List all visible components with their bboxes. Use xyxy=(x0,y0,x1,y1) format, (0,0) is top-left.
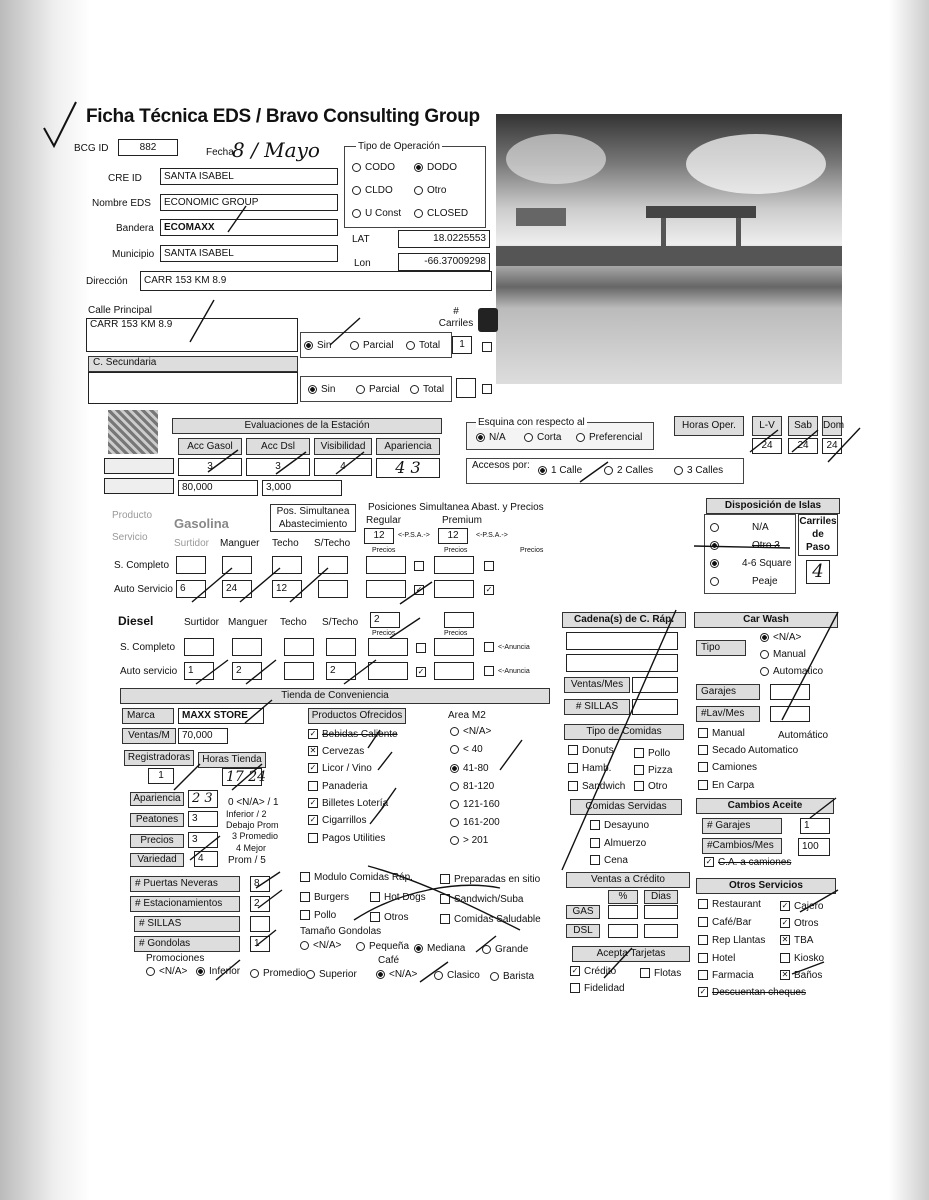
scale-3: Debajo Prom xyxy=(226,820,279,830)
chk-otros-serv[interactable]: ✓ Otros xyxy=(781,918,819,929)
chk-cigarrillos[interactable]: ✓ Cigarrillos xyxy=(309,815,367,826)
radio-cafe-clasico[interactable]: Clasico xyxy=(434,970,480,981)
radio-otro[interactable]: Otro xyxy=(414,185,446,196)
chk-pollo[interactable]: Pollo xyxy=(634,748,670,759)
gas-auto-techo[interactable]: 12 xyxy=(272,580,302,598)
credito-col-pct: % xyxy=(608,890,638,904)
direccion-label: Dirección xyxy=(86,276,128,287)
puertas-field[interactable]: 8 xyxy=(250,876,270,892)
chk-flotas[interactable]: Flotas xyxy=(640,968,681,979)
carriles-paso-value[interactable]: 4 xyxy=(806,560,830,584)
eval-header-acc-dsl: Acc Dsl xyxy=(246,438,310,455)
diesel-scompleto-surtidor[interactable] xyxy=(184,638,214,656)
estacionamientos-field[interactable]: 2 xyxy=(250,896,270,912)
radio-closed[interactable]: CLOSED xyxy=(414,208,468,219)
chk-hotel[interactable]: Hotel xyxy=(698,953,735,964)
page-title: Ficha Técnica EDS / Bravo Consulting Group xyxy=(86,106,480,127)
psa-regular: <-P.S.A.-> xyxy=(398,532,430,539)
ca-garajes-field[interactable]: 1 xyxy=(800,818,830,834)
disp-square-label: 4-6 Square xyxy=(742,558,792,569)
promociones-label: Promociones xyxy=(146,953,205,964)
diesel-scompleto-precio2[interactable] xyxy=(434,638,474,656)
radio-principal-sin[interactable]: Sin xyxy=(304,340,331,351)
eval-acc-dsl[interactable]: 3 xyxy=(246,458,310,476)
gas-col-surtidor: Surtidor xyxy=(174,538,210,549)
disp-na-label: N/A xyxy=(752,522,769,533)
eval-acc-gasol[interactable]: 3 xyxy=(178,458,242,476)
cadenas-sillas-label: # SILLAS xyxy=(564,699,630,715)
diesel-row-scompleto-label: S. Completo xyxy=(120,642,176,653)
radio-promo-inferior[interactable]: Inferior xyxy=(196,966,240,977)
tienda-title: Tienda de Conveniencia xyxy=(120,688,550,704)
tamano-gondolas-label: Tamaño Gondolas xyxy=(300,926,382,937)
chk-bebidas[interactable]: ✓ Bebidas Caliente xyxy=(309,729,398,740)
evaluaciones-title: Evaluaciones de la Estación xyxy=(172,418,442,434)
diesel-col-surtidor: Surtidor xyxy=(184,617,220,628)
gas-scompleto-chk-prem[interactable] xyxy=(484,561,494,571)
horas-lv-header: L-V xyxy=(752,416,782,436)
radio-cafe-na[interactable]: <N/A> xyxy=(376,969,417,980)
precios-tienda-label: Precios xyxy=(130,834,184,848)
marca-label: Marca xyxy=(122,708,174,724)
chk-pizza[interactable]: Pizza xyxy=(634,765,672,776)
precios-tienda-field[interactable]: 3 xyxy=(188,832,218,848)
chk-almuerzo[interactable]: Almuerzo xyxy=(590,838,646,849)
chk-pagos[interactable]: Pagos Utilities xyxy=(308,833,385,844)
diesel-auto-anuncio: <-Anuncia xyxy=(484,666,530,676)
diesel-auto-precio2[interactable] xyxy=(434,662,474,680)
estacionamientos-label: # Estacionamientos xyxy=(130,896,240,912)
diesel-scompleto-anuncio: <-Anuncia xyxy=(484,642,530,652)
diesel-scompleto-precio[interactable] xyxy=(368,638,408,656)
chk-cw-camiones[interactable]: Camiones xyxy=(698,762,757,773)
acepta-tarjetas-title: Acepta Tarjetas xyxy=(572,946,690,962)
lon-label: Lon xyxy=(354,258,371,269)
radio-area-41-80[interactable]: 41-80 xyxy=(450,763,489,774)
credito-gas-dias[interactable] xyxy=(644,905,678,919)
gas-scompleto-techo[interactable] xyxy=(272,556,302,574)
chk-hotdogs[interactable]: Hot Dogs xyxy=(370,892,426,903)
cw-lavmes-field[interactable] xyxy=(770,706,810,722)
peatones-field[interactable]: 3 xyxy=(188,811,218,827)
cw-lavmes-label: #Lav/Mes xyxy=(696,706,760,722)
chk-banos[interactable]: ✕ Baños xyxy=(781,970,823,981)
chk-cw-secado[interactable]: Secado Automatico xyxy=(698,745,798,756)
radio-secundaria-total[interactable]: Total xyxy=(410,384,444,395)
bcg-id-field[interactable]: 882 xyxy=(118,139,178,156)
chk-cafe-bar[interactable]: Café/Bar xyxy=(698,917,751,928)
pos-simult-label: Pos. Simultanea Abastecimiento xyxy=(270,504,356,532)
municipio-label: Municipio xyxy=(112,249,155,260)
fecha-label: Fecha xyxy=(206,147,234,158)
gas-auto-chk-prem[interactable]: ✓ xyxy=(485,585,493,594)
ventas-field[interactable]: 70,000 xyxy=(178,728,228,744)
disposicion-title: Disposición de Islas xyxy=(706,498,840,514)
horas-tienda-label: Horas Tienda xyxy=(198,752,266,768)
puertas-label: # Puertas Neveras xyxy=(130,876,240,892)
chk-donuts[interactable]: Donuts xyxy=(568,745,614,756)
cw-garajes-field[interactable] xyxy=(770,684,810,700)
radio-principal-parcial[interactable]: Parcial xyxy=(350,340,394,351)
marca-field[interactable]: MAXX STORE xyxy=(178,708,264,724)
lat-label: LAT xyxy=(352,234,370,245)
radio-promo-na[interactable]: <N/A> xyxy=(146,966,187,977)
lat-field[interactable]: 18.0225553 xyxy=(398,230,490,248)
gas-col-techo: Techo xyxy=(272,538,299,549)
radio-secundaria-sin[interactable]: Sin xyxy=(308,384,335,395)
chk-sandwich-suba[interactable]: Sandwich/Suba xyxy=(440,894,524,905)
horas-oper-label: Horas Oper. xyxy=(674,416,744,436)
radio-cw-auto[interactable]: Automatico xyxy=(760,666,823,677)
eval-visibilidad[interactable]: 4 xyxy=(314,458,372,476)
chk-burgers[interactable]: Burgers xyxy=(300,892,349,903)
horas-dom-header: Dom xyxy=(822,416,842,436)
radio-accesos-1[interactable]: 1 Calle xyxy=(538,465,582,476)
ca-cambios-label: #Cambios/Mes xyxy=(702,838,782,854)
carriles-paso-label: Carriles de Paso xyxy=(798,514,838,556)
radio-esquina-corta[interactable]: Corta xyxy=(524,432,561,443)
sillas-tienda-label: # SILLAS xyxy=(134,916,240,932)
radio-gond-na[interactable]: <N/A> xyxy=(300,940,341,951)
producto-label: Producto xyxy=(112,510,153,521)
gas-auto-precio-prem[interactable] xyxy=(434,580,474,598)
horas-tienda-field[interactable]: 17 24 xyxy=(222,768,262,786)
gas-auto-manguer[interactable]: 24 xyxy=(222,580,252,598)
psa-premium: <-P.S.A.-> xyxy=(476,532,508,539)
eval-apariencia[interactable]: 4 3 xyxy=(376,458,440,478)
diesel-col-manguer: Manguer xyxy=(228,617,268,628)
comidas-servidas-title: Comidas Servidas xyxy=(570,799,682,815)
area-title: Area M2 xyxy=(448,710,486,721)
bandera-field[interactable]: ECOMAXX xyxy=(160,219,338,236)
radio-uconst[interactable]: U Const xyxy=(352,208,401,219)
chk-restaurant[interactable]: Restaurant xyxy=(698,899,761,910)
scale-1: 0 <N/A> / 1 xyxy=(228,797,279,808)
gas-row-scompleto-label: S. Completo xyxy=(114,560,170,571)
scale-6: Prom / 5 xyxy=(228,855,266,866)
gas-scompleto-precio-reg[interactable] xyxy=(366,556,406,574)
esquina-label: Esquina con respecto al xyxy=(478,417,585,428)
ca-garajes-label: # Garajes xyxy=(702,818,782,834)
radio-esquina-na[interactable]: N/A xyxy=(476,432,506,443)
gas-scompleto-surtidor[interactable] xyxy=(176,556,206,574)
radio-cldo[interactable]: CLDO xyxy=(352,185,393,196)
chk-cervezas[interactable]: ✕ Cervezas xyxy=(309,746,365,757)
chk-panaderia[interactable]: Panaderia xyxy=(308,781,368,792)
ca-cambios-field[interactable]: 100 xyxy=(798,838,830,856)
eval-side-1[interactable] xyxy=(104,458,174,474)
gas-auto-chk-reg[interactable]: ✓ xyxy=(415,585,423,594)
diesel-scompleto-stecho[interactable] xyxy=(326,638,356,656)
traffic-light-icon xyxy=(478,308,498,332)
radio-accesos-2[interactable]: 2 Calles xyxy=(604,465,653,476)
municipio-field[interactable]: SANTA ISABEL xyxy=(160,245,338,262)
bcg-id-label: BCG ID xyxy=(74,143,109,154)
diesel-precios-label-2: Precios xyxy=(444,630,468,637)
carriles-principal-check[interactable] xyxy=(482,342,492,352)
tipo-comidas-title: Tipo de Comidas xyxy=(564,724,684,740)
radio-principal-total[interactable]: Total xyxy=(406,340,440,351)
chk-modulo[interactable]: Modulo Comidas Ráp. xyxy=(300,872,413,883)
chk-cena[interactable]: Cena xyxy=(590,855,628,866)
eval-header-acc-gasol: Acc Gasol xyxy=(178,438,242,455)
carriles-secundaria-field[interactable] xyxy=(456,378,476,398)
cambios-aceite-title: Cambios Aceite xyxy=(696,798,834,814)
cadenas-field-1[interactable] xyxy=(566,632,678,650)
diesel-scompleto-techo[interactable] xyxy=(284,638,314,656)
carriles-label: # Carriles xyxy=(438,306,474,329)
credito-gas-pct[interactable] xyxy=(608,905,638,919)
chk-otros-mod[interactable]: Otros xyxy=(370,912,408,923)
radio-disp-square[interactable] xyxy=(710,558,723,569)
calle-secundaria-field[interactable] xyxy=(88,372,298,404)
diesel-scompleto-chk[interactable] xyxy=(416,643,426,653)
variedad-label: Variedad xyxy=(130,853,184,867)
chk-descuentan[interactable]: ✓ Descuentan cheques xyxy=(699,987,806,998)
radio-area-81-120[interactable]: 81-120 xyxy=(450,781,494,792)
chk-preparadas[interactable]: Preparadas en sitio xyxy=(440,874,540,885)
car-wash-tipo-label: Tipo xyxy=(696,640,746,656)
diesel-auto-surtidor[interactable]: 1 xyxy=(184,662,214,680)
gas-col-stecho: S/Techo xyxy=(314,538,351,549)
servicio-label: Servicio xyxy=(112,532,148,543)
gas-scompleto-manguer[interactable] xyxy=(222,556,252,574)
ventas-credito-title: Ventas a Crédito xyxy=(566,872,690,888)
horas-dom[interactable]: 24 xyxy=(822,438,842,454)
disp-otro-label: Otro 3 xyxy=(752,540,780,551)
cre-id-label: CRE ID xyxy=(108,173,142,184)
precios-label-3: Precios xyxy=(520,547,544,554)
credito-row-gas: GAS xyxy=(566,905,600,919)
radio-cw-na[interactable]: <N/A> xyxy=(760,632,801,643)
calle-principal-field[interactable]: CARR 153 KM 8.9 xyxy=(86,318,298,352)
lon-field[interactable]: -66.37009298 xyxy=(398,253,490,271)
accesos-label: Accesos por: xyxy=(472,460,530,471)
radio-gond-pequena[interactable]: Pequeña xyxy=(356,941,409,952)
chk-rep-llantas[interactable]: Rep Llantas xyxy=(698,935,765,946)
radio-disp-peaje[interactable] xyxy=(710,576,723,587)
diesel-title: Diesel xyxy=(118,614,154,628)
radio-codo[interactable]: CODO xyxy=(352,162,395,173)
calle-principal-label: Calle Principal xyxy=(88,305,152,316)
tipo-operacion-label: Tipo de Operación xyxy=(358,141,440,152)
ventas-label: Ventas/M xyxy=(122,728,176,744)
radio-area-121-160[interactable]: 121-160 xyxy=(450,799,500,810)
productos-title: Productos Ofrecidos xyxy=(308,708,406,724)
regular-label: Regular xyxy=(366,515,402,526)
diesel-auto-chk[interactable]: ✓ xyxy=(417,667,425,676)
qr-logo xyxy=(108,410,158,454)
diesel-precio-prem-top[interactable] xyxy=(444,612,474,628)
cadenas-title: Cadena(s) de C. Ráp. xyxy=(562,612,686,628)
precios-label-2: Precios xyxy=(444,547,468,554)
gondolas-label: # Gondolas xyxy=(134,936,240,952)
cw-garajes-label: Garajes xyxy=(696,684,760,700)
apariencia-label: Apariencia xyxy=(130,792,184,806)
cadenas-sillas-field[interactable] xyxy=(632,699,678,715)
cadenas-ventas-label: Ventas/Mes xyxy=(564,677,630,693)
gas-scompleto-precio-prem[interactable] xyxy=(434,556,474,574)
chk-hamb[interactable]: Hamb. xyxy=(568,763,611,774)
chk-licor[interactable]: ✓ Licor / Vino xyxy=(309,763,372,774)
radio-disp-otro[interactable] xyxy=(710,540,723,551)
horas-sab-header: Sab xyxy=(788,416,818,436)
cafe-label: Café xyxy=(378,955,400,966)
gas-scompleto-chk-reg[interactable] xyxy=(414,561,424,571)
gas-auto-precio-reg[interactable] xyxy=(366,580,406,598)
scale-4: 3 Promedio xyxy=(232,831,279,841)
carriles-principal-field[interactable]: 1 xyxy=(452,336,472,354)
gas-scompleto-stecho[interactable] xyxy=(318,556,348,574)
eval-row2-b[interactable]: 3,000 xyxy=(262,480,342,496)
credito-dsl-pct[interactable] xyxy=(608,924,638,938)
eval-row2-a[interactable]: 80,000 xyxy=(178,480,258,496)
precios-label-1: Precios xyxy=(372,547,396,554)
chk-otro-comida[interactable]: Otro xyxy=(634,781,667,792)
disp-peaje-label: Peaje xyxy=(752,576,778,587)
apariencia-field[interactable]: 2 3 xyxy=(188,790,218,808)
registradoras-field[interactable]: 1 xyxy=(148,768,174,784)
chk-farmacia[interactable]: Farmacia xyxy=(698,970,754,981)
radio-area-161-200[interactable]: 161-200 xyxy=(450,817,500,828)
gas-auto-stecho[interactable] xyxy=(318,580,348,598)
horas-lv[interactable]: 24 xyxy=(752,438,782,454)
credito-row-dsl: DSL xyxy=(566,924,600,938)
scale-5: 4 Mejor xyxy=(236,843,267,853)
diesel-auto-precio[interactable] xyxy=(368,662,408,680)
calle-secundaria-label: C. Secundaria xyxy=(88,356,298,372)
regular-value[interactable]: 12 xyxy=(364,528,394,544)
chk-desayuno[interactable]: Desayuno xyxy=(590,820,649,831)
diesel-precio-reg-top[interactable]: 2 xyxy=(370,612,400,628)
chk-kiosko[interactable]: Kiosko xyxy=(780,953,824,964)
radio-area-40[interactable]: < 40 xyxy=(450,744,483,755)
eval-side-2[interactable] xyxy=(104,478,174,494)
gas-row-auto-label: Auto Servicio xyxy=(114,584,173,595)
eval-header-visibilidad: Visibilidad xyxy=(314,438,372,455)
premium-value[interactable]: 12 xyxy=(438,528,468,544)
peatones-label: Peatones xyxy=(130,813,184,827)
scan-left-shadow xyxy=(0,0,90,1200)
checkmark-icon xyxy=(42,100,78,150)
cw-automatico-label: Automático xyxy=(778,730,829,741)
cadenas-ventas-field[interactable] xyxy=(632,677,678,693)
variedad-field[interactable]: 4 xyxy=(194,851,218,867)
diesel-scompleto-manguer[interactable] xyxy=(232,638,262,656)
fecha-value[interactable]: 8 / Mayo xyxy=(232,138,320,162)
radio-cafe-barista[interactable]: Barista xyxy=(490,971,534,982)
chk-tba[interactable]: ✕ TBA xyxy=(781,935,814,946)
gondolas-field[interactable]: 1 xyxy=(250,936,270,952)
pos-simult-header: Posiciones Simultanea Abast. y Precios xyxy=(368,502,544,513)
gasolina-title: Gasolina xyxy=(174,516,229,531)
horas-sab[interactable]: 24 xyxy=(788,438,818,454)
radio-promo-promedio[interactable]: Promedio xyxy=(250,968,306,979)
chk-cw-manual[interactable]: Manual xyxy=(698,728,745,739)
credito-col-dias: Dias xyxy=(644,890,678,904)
radio-gond-mediana[interactable]: Mediana xyxy=(414,943,465,954)
chk-credito[interactable]: ✓ Crédito xyxy=(571,966,617,977)
radio-accesos-3[interactable]: 3 Calles xyxy=(674,465,723,476)
scan-right-shadow xyxy=(889,0,929,1200)
carriles-secundaria-check[interactable] xyxy=(482,384,492,394)
nombre-eds-label: Nombre EDS xyxy=(92,198,151,209)
gas-station-canopy-icon xyxy=(496,114,842,384)
diesel-auto-techo[interactable] xyxy=(284,662,314,680)
diesel-auto-manguer[interactable]: 2 xyxy=(232,662,262,680)
diesel-col-stecho: S/Techo xyxy=(322,617,359,628)
gas-col-manguer: Manguer xyxy=(220,538,260,549)
chk-fidelidad[interactable]: Fidelidad xyxy=(570,983,625,994)
credito-dsl-dias[interactable] xyxy=(644,924,678,938)
car-wash-title: Car Wash xyxy=(694,612,838,628)
gas-auto-surtidor[interactable]: 6 xyxy=(176,580,206,598)
diesel-row-auto-label: Auto servicio xyxy=(120,666,178,677)
diesel-precios-label-1: Precios xyxy=(372,630,396,637)
cre-id-field[interactable]: SANTA ISABEL xyxy=(160,168,338,185)
radio-disp-na[interactable] xyxy=(710,522,723,533)
chk-sandwich[interactable]: Sandwich xyxy=(568,781,625,792)
chk-cajero[interactable]: ✓ Cajero xyxy=(781,901,824,912)
radio-area-na[interactable]: <N/A> xyxy=(450,726,491,737)
bandera-label: Bandera xyxy=(116,223,154,234)
chk-pollo-mod[interactable]: Pollo xyxy=(300,910,336,921)
registradoras-label: Registradoras xyxy=(124,750,194,766)
direccion-field[interactable]: CARR 153 KM 8.9 xyxy=(140,271,492,291)
diesel-auto-stecho[interactable]: 2 xyxy=(326,662,356,680)
station-photo xyxy=(496,114,842,384)
otros-servicios-title: Otros Servicios xyxy=(696,878,836,894)
radio-promo-superior[interactable]: Superior xyxy=(306,969,357,980)
cadenas-field-2[interactable] xyxy=(566,654,678,672)
sillas-tienda-field[interactable] xyxy=(250,916,270,932)
nombre-eds-field[interactable]: ECONOMIC GROUP xyxy=(160,194,338,211)
radio-cw-manual[interactable]: Manual xyxy=(760,649,806,660)
radio-secundaria-parcial[interactable]: Parcial xyxy=(356,384,400,395)
radio-dodo[interactable]: DODO xyxy=(414,162,457,173)
chk-ca-camiones[interactable]: ✓ C.A. a camiones xyxy=(705,857,792,868)
radio-gond-grande[interactable]: Grande xyxy=(482,944,528,955)
chk-saludable[interactable]: Comidas Saludable xyxy=(440,914,541,925)
radio-esquina-preferencial[interactable]: Preferencial xyxy=(576,432,642,443)
chk-cw-carpa[interactable]: En Carpa xyxy=(698,780,754,791)
scale-2: Inferior / 2 xyxy=(226,809,267,819)
eval-header-apariencia: Apariencia xyxy=(376,438,440,455)
premium-label: Premium xyxy=(442,515,483,526)
radio-area-201[interactable]: > 201 xyxy=(450,835,488,846)
chk-loteria[interactable]: ✓ Billetes Lotería xyxy=(309,798,389,809)
diesel-col-techo: Techo xyxy=(280,617,307,628)
